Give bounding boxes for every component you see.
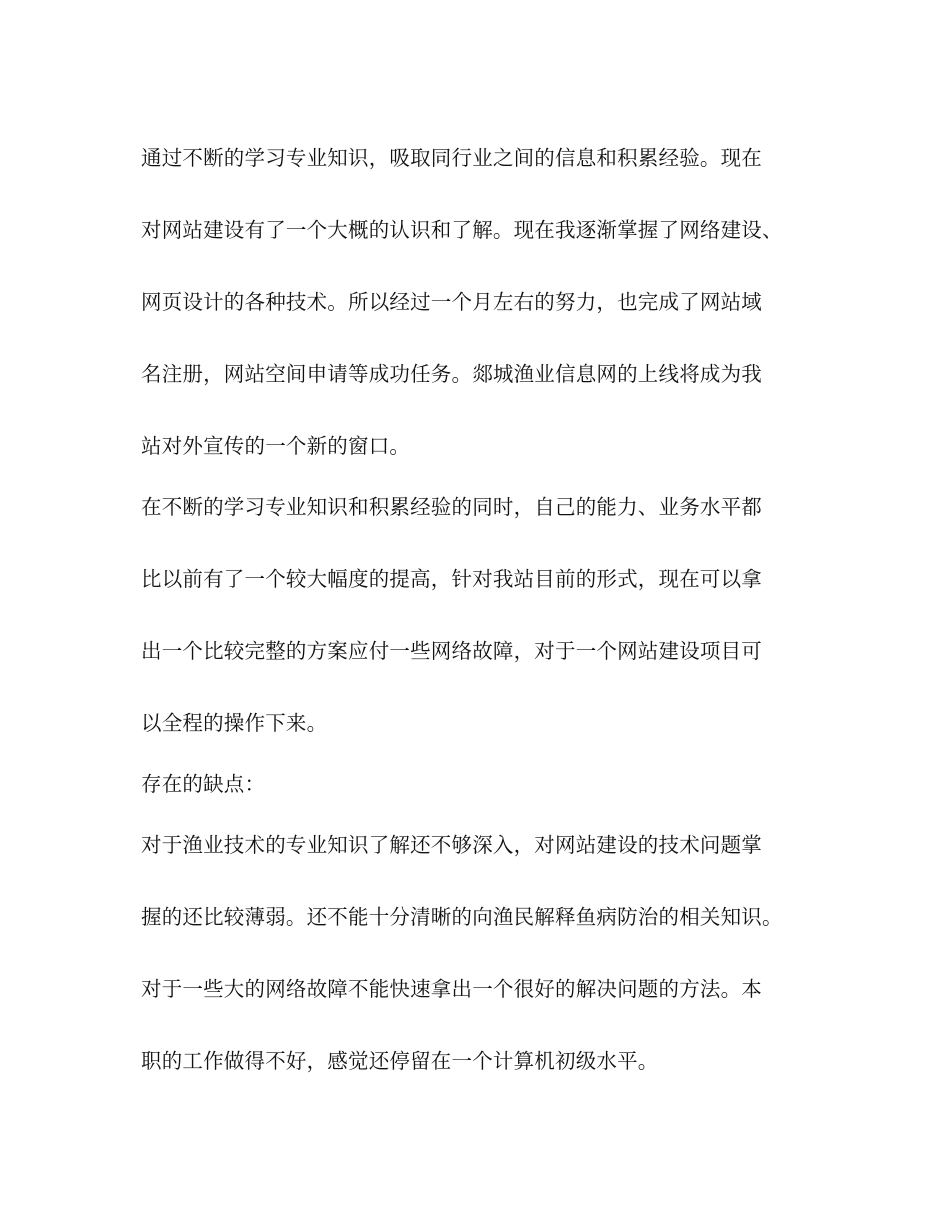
paragraph-2-line-1: 在不断的学习专业知识和积累经验的同时，自己的能力、业务水平都 bbox=[141, 495, 762, 519]
paragraph-1-line-3: 网页设计的各种技术。所以经过一个月左右的努力，也完成了网站域 bbox=[141, 290, 762, 314]
paragraph-2-line-4: 以全程的操作下来。 bbox=[141, 711, 328, 735]
paragraph-1-line-2: 对网站建设有了一个大概的认识和了解。现在我逐渐掌握了网络建设、 bbox=[141, 218, 783, 242]
paragraph-1-line-5: 站对外宣传的一个新的窗口。 bbox=[141, 434, 411, 458]
paragraph-2-line-2: 比以前有了一个较大幅度的提高，针对我站目前的形式，现在可以拿 bbox=[141, 567, 762, 591]
paragraph-1-line-1: 通过不断的学习专业知识，吸取同行业之间的信息和积累经验。现在 bbox=[141, 146, 762, 170]
paragraph-1-line-4: 名注册，网站空间申请等成功任务。郯城渔业信息网的上线将成为我 bbox=[141, 362, 762, 386]
paragraph-3-line-3: 对于一些大的网络故障不能快速拿出一个很好的解决问题的方法。本 bbox=[141, 977, 762, 1001]
paragraph-3-line-1: 对于渔业技术的专业知识了解还不够深入，对网站建设的技术问题掌 bbox=[141, 833, 762, 857]
paragraph-2-line-3: 出一个比较完整的方案应付一些网络故障，对于一个网站建设项目可 bbox=[141, 639, 762, 663]
paragraph-3-line-2: 握的还比较薄弱。还不能十分清晰的向渔民解释鱼病防治的相关知识。 bbox=[141, 905, 783, 929]
shortcomings-heading: 存在的缺点： bbox=[141, 772, 266, 796]
paragraph-3-line-4: 职的工作做得不好，感觉还停留在一个计算机初级水平。 bbox=[141, 1049, 659, 1073]
